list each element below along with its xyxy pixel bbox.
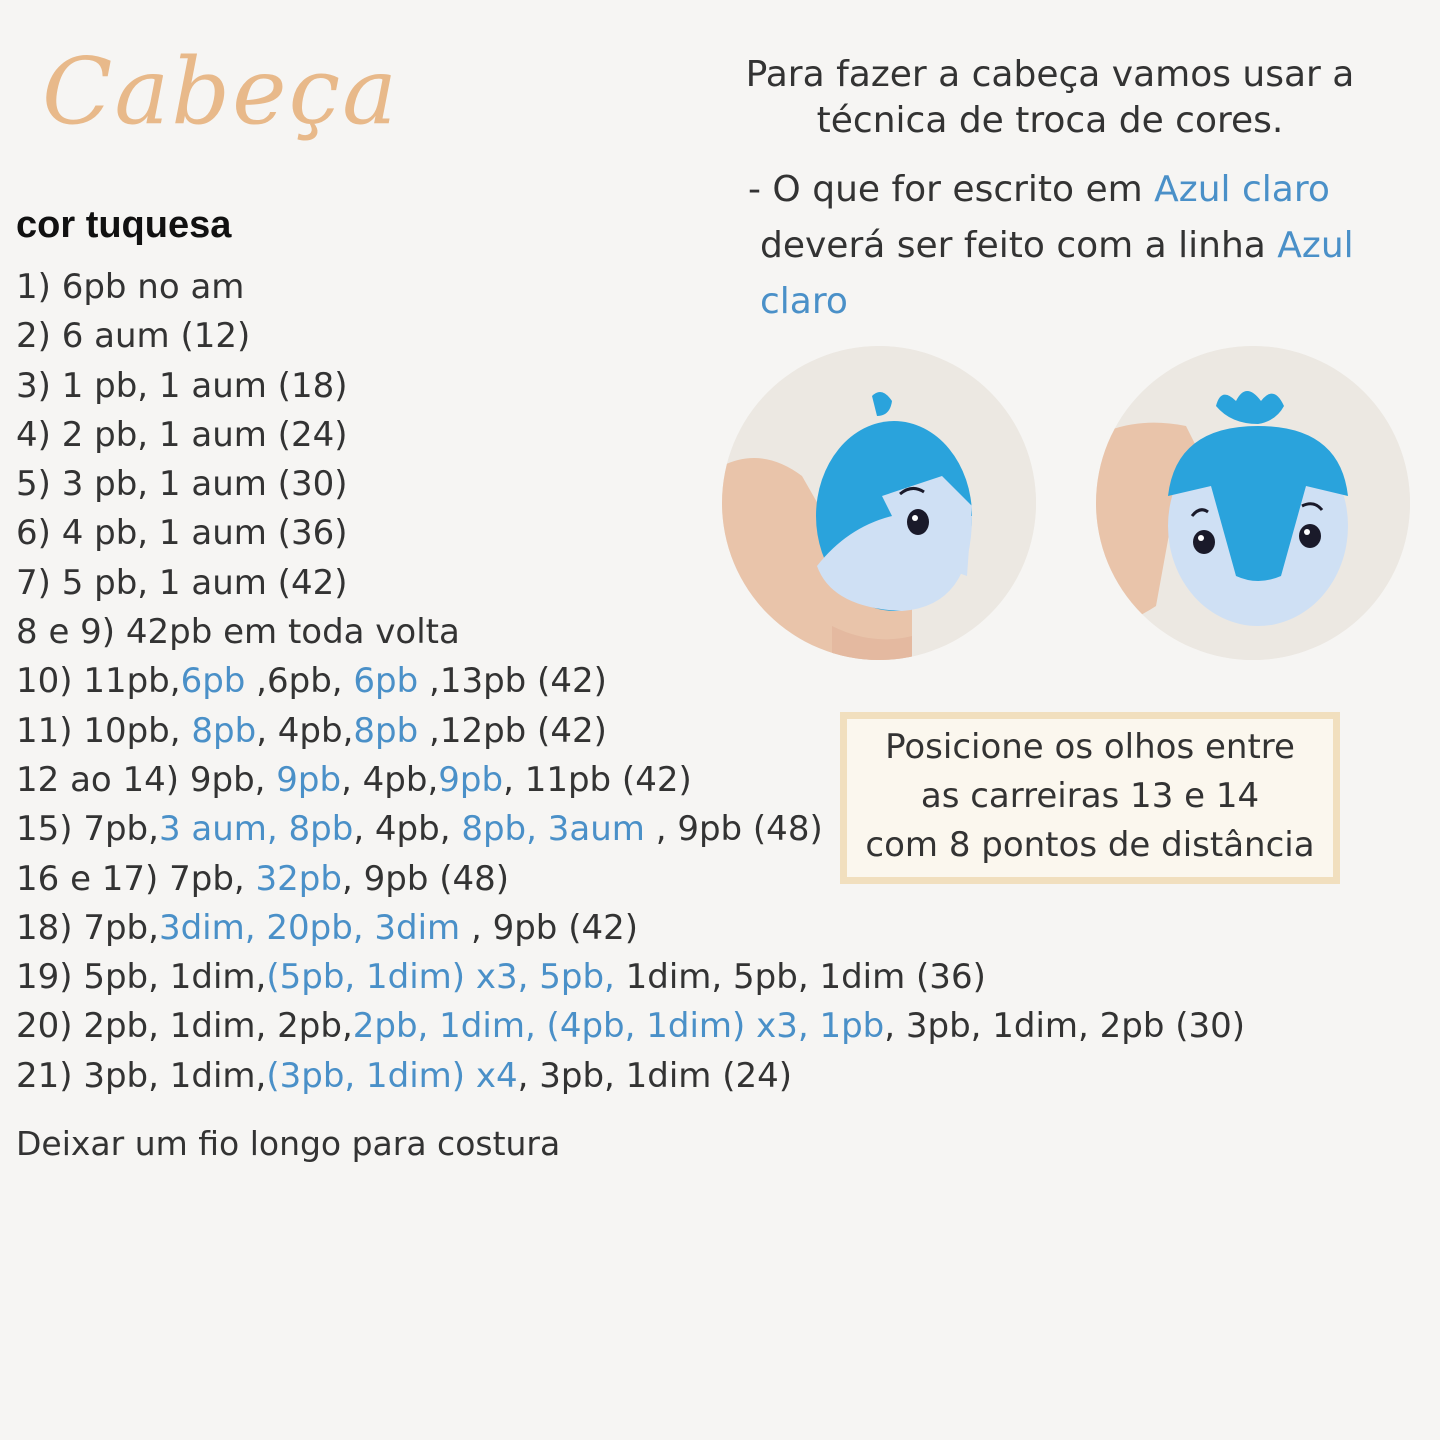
step-segment: , 4pb, xyxy=(353,809,462,850)
step-segment: 1dim, 5pb, 1dim (36) xyxy=(614,957,986,998)
step-segment: ,6pb, xyxy=(245,661,354,702)
step-segment: ,12pb (42) xyxy=(418,710,607,751)
step-segment: , 11pb (42) xyxy=(503,759,692,800)
step-segment: 8 e 9) 42pb em toda volta xyxy=(16,612,460,653)
pattern-step xyxy=(16,904,1245,953)
step-segment: 20) 2pb, 1dim, 2pb, xyxy=(16,1006,353,1047)
pattern-step xyxy=(16,460,1245,509)
crochet-head-side-image xyxy=(722,346,1036,660)
step-segment: 19) 5pb, 1dim, xyxy=(16,957,267,998)
step-segment: 12 ao 14) 9pb, xyxy=(16,759,277,800)
eye-placement-tip-box xyxy=(840,712,1340,884)
color-name: Azul claro xyxy=(1154,169,1330,210)
step-segment: , 3pb, 1dim (24) xyxy=(517,1055,793,1096)
step-segment-light-blue: 8pb, 3aum xyxy=(461,809,645,850)
step-segment: 15) 7pb, xyxy=(16,809,159,850)
step-segment: , 4pb, xyxy=(256,710,354,751)
pattern-step xyxy=(16,657,1245,706)
step-segment-light-blue: 6pb xyxy=(180,661,246,702)
pattern-step xyxy=(16,608,1245,657)
color-subtitle: cor tuquesa xyxy=(16,204,232,246)
step-segment-light-blue: 9pb xyxy=(438,759,504,800)
step-segment-light-blue: 3dim, 20pb, 3dim xyxy=(158,907,461,948)
step-segment-light-blue: 32pb xyxy=(255,858,342,899)
step-segment: , 4pb, xyxy=(341,759,439,800)
color-note-line-2 xyxy=(748,218,1440,330)
pattern-step xyxy=(16,1002,1245,1051)
step-segment: 21) 3pb, 1dim, xyxy=(16,1055,267,1096)
step-segment-light-blue: (5pb, 1dim) x3, 5pb, xyxy=(266,957,615,998)
step-segment: 4) 2 pb, 1 aum (24) xyxy=(16,414,348,455)
color-note xyxy=(748,162,1440,330)
intro-text xyxy=(740,52,1360,144)
pattern-steps-list xyxy=(16,263,1245,1101)
step-segment-light-blue: 2pb, 1dim, (4pb, 1dim) x3, 1pb xyxy=(352,1006,885,1047)
step-segment: 2) 6 aum (12) xyxy=(16,316,251,357)
step-segment-light-blue: (3pb, 1dim) x4 xyxy=(266,1055,518,1096)
step-segment: 18) 7pb, xyxy=(16,907,159,948)
step-segment: 1) 6pb no am xyxy=(16,267,245,307)
photo-head-side xyxy=(722,346,1036,660)
step-segment-light-blue: 9pb xyxy=(276,759,342,800)
step-segment: 10) 11pb, xyxy=(16,661,181,702)
step-segment: 3) 1 pb, 1 aum (18) xyxy=(16,365,348,406)
step-segment: 6) 4 pb, 1 aum (36) xyxy=(16,513,348,554)
crochet-head-front-image xyxy=(1096,346,1410,660)
tip-line-2: as carreiras 13 e 14 xyxy=(920,776,1260,816)
pattern-step xyxy=(16,953,1245,1002)
pattern-step xyxy=(16,559,1245,608)
page-title: Cabeça xyxy=(42,38,399,145)
color-note-prefix: - O que for escrito em xyxy=(748,169,1155,210)
color-note-line2-prefix: deverá ser feito com a linha xyxy=(760,225,1278,266)
pattern-step xyxy=(16,509,1245,558)
step-segment-light-blue: 8pb xyxy=(191,710,257,751)
step-segment: , 9pb (48) xyxy=(341,858,509,899)
step-segment: , 3pb, 1dim, 2pb (30) xyxy=(884,1006,1246,1047)
step-segment-light-blue: 3 aum, 8pb xyxy=(158,809,354,850)
intro-line-1: Para fazer a cabeça vamos usar a xyxy=(745,54,1355,95)
pattern-step xyxy=(16,1052,1245,1101)
step-segment: ,13pb (42) xyxy=(418,661,607,702)
step-segment: , 9pb (48) xyxy=(644,809,823,850)
tip-line-1: Posicione os olhos entre xyxy=(885,727,1295,767)
photo-head-front xyxy=(1096,346,1410,660)
step-segment-light-blue: 8pb xyxy=(353,710,419,751)
color-name-2: Azul claro xyxy=(760,225,1354,322)
pattern-step xyxy=(16,411,1245,460)
step-segment: 16 e 17) 7pb, xyxy=(16,858,256,899)
step-segment: , 9pb (42) xyxy=(460,907,638,948)
step-segment-light-blue: 6pb xyxy=(353,661,419,702)
pattern-step xyxy=(16,362,1245,411)
step-segment: 7) 5 pb, 1 aum (42) xyxy=(16,562,348,603)
step-segment: 5) 3 pb, 1 aum (30) xyxy=(16,464,348,505)
step-segment: 11) 10pb, xyxy=(16,710,192,751)
tip-line-3: com 8 pontos de distância xyxy=(865,825,1315,865)
intro-line-2: técnica de troca de cores. xyxy=(816,100,1284,141)
footer-note: Deixar um fio longo para costura xyxy=(16,1124,561,1163)
color-note-line-1 xyxy=(748,162,1440,218)
